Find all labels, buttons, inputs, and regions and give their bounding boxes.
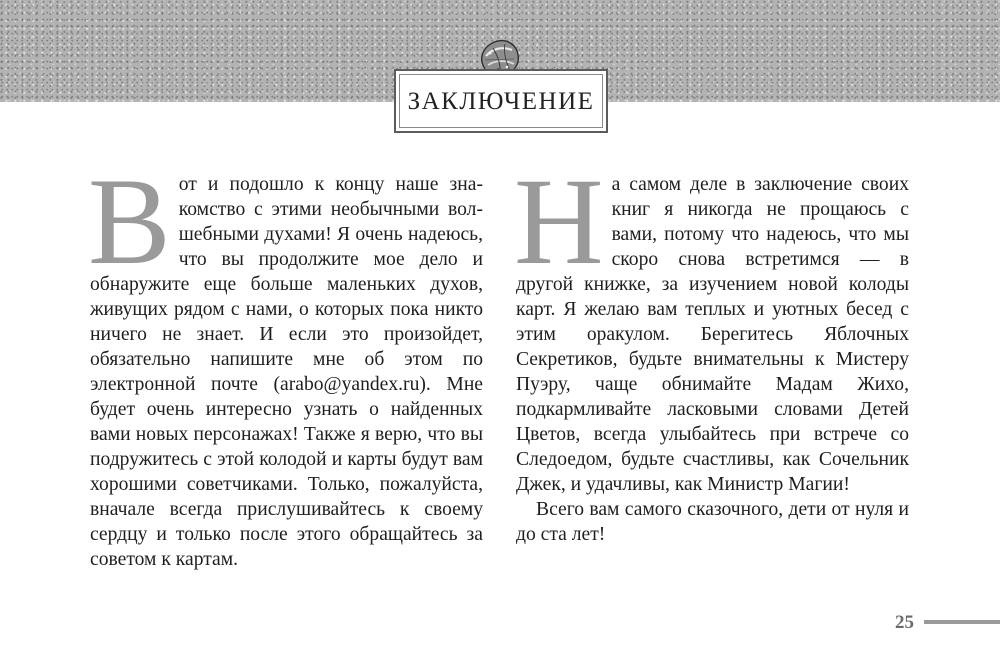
left-paragraph-1: от и подошло к концу наше знакомство с этими необычными волшебными духами! Я очень надеюсь, что вы продолжите мое дело и обнаружите еще больше маленьких духов, живущих рядом с нами, о которых пока никто ничего не знает. И если это произойдет, обязательно напишите мне об этом по электронной почте (arabo@yandex.ru). Мне будет очень интересно узнать о найденных вами новых персонажах! Также я верю, что вы подружитесь с этой колодой и карты будут вам хорошими советчиками. Только, пожалуйста, вначале всегда прислушивайтесь к своему сердцу и только после этого обращайтесь за советом к картам. <box>90 174 483 570</box>
right-paragraph-1: а самом деле в заключение своих книг я никогда не прощаюсь с вами, потому что надеюсь, что мы скоро снова встретимся — в другой книжке, за изучением новой колоды карт. Я желаю вам теплых и уютных бесед с этим оракулом. Берегитесь Яблочных Секретиков, будьте внимательны к Мистеру Пуэру, чаще обнимайте Мадам Жихо, подкармливайте ласковыми словами Детей Цветов, всегда улыбайтесь при встрече со Следоедом, будьте счастливы, как Сочельник Джек, и удачливы, как Министр Магии! <box>516 174 909 495</box>
drop-cap-right: Н <box>514 153 604 290</box>
page-number: 25 <box>895 612 914 633</box>
left-column <box>88 153 483 572</box>
right-paragraph-2: Всего вам самого сказочного, дети от нуля и до ста лет! <box>516 499 909 545</box>
right-column <box>514 153 909 547</box>
drop-cap-left: В <box>88 153 171 290</box>
section-title-frame <box>394 69 608 133</box>
page-number-rule <box>924 620 1000 624</box>
section-title: ЗАКЛЮЧЕНИЕ <box>407 88 595 115</box>
